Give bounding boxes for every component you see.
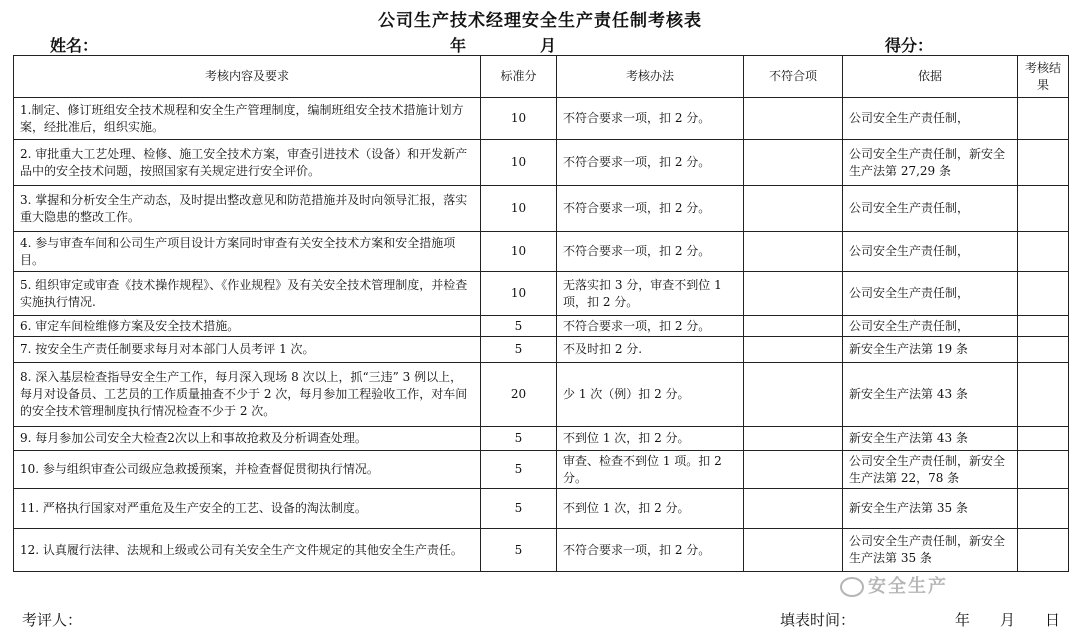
watermark-text: 安全生产 [868,576,948,597]
col-header-basis: 依据 [843,56,1018,98]
row-result [1018,427,1069,451]
row-content: 4. 参与审查车间和公司生产项目设计方案同时审查有关安全技术方案和安全措施项目。 [14,232,481,272]
table-row [14,316,1069,337]
col-header-method: 考核办法 [557,56,744,98]
row-content: 12. 认真履行法律、法规和上级或公司有关安全生产文件规定的其他安全生产责任。 [14,529,481,572]
row-result [1018,489,1069,529]
row-score: 5 [481,489,557,529]
table-row [14,427,1069,451]
month-label: 月 [540,36,557,55]
row-content: 1.制定、修订班组安全技术规程和安全生产管理制度，编制班组安全技术措施计划方案，经批准后，组织实施。 [14,98,481,140]
col-header-result: 考核结果 [1018,56,1069,98]
page-title: 公司生产技术经理安全生产责任制考核表 [378,11,702,31]
assessment-table [13,55,1069,572]
row-basis: 公司安全生产责任制， [843,232,1018,272]
table-row [14,529,1069,572]
row-result [1018,140,1069,186]
row-content: 3. 掌握和分析安全生产动态，及时提出整改意见和防范措施并及时向领导汇报，落实重大隐患的整改工作。 [14,186,481,232]
table-row [14,337,1069,363]
row-score: 5 [481,529,557,572]
row-result [1018,272,1069,316]
row-nonconform [744,489,843,529]
row-result [1018,363,1069,427]
row-score: 10 [481,140,557,186]
date-label: 填表时间： [780,611,856,629]
row-content: 5. 组织审定或审查《技术操作规程》、《作业规程》及有关安全技术管理制度，并检查实施执行情况. [14,272,481,316]
row-basis: 公司安全生产责任制， [843,186,1018,232]
row-method: 不符合要求一项，扣 2 分。 [557,140,744,186]
row-result [1018,337,1069,363]
row-score: 10 [481,186,557,232]
row-method: 不符合要求一项，扣 2 分。 [557,98,744,140]
year-label: 年 [450,36,467,55]
row-content: 7. 按安全生产责任制要求每月对本部门人员考评 1 次。 [14,337,481,363]
row-score: 5 [481,451,557,489]
table-row [14,451,1069,489]
table-row [14,363,1069,427]
row-result [1018,529,1069,572]
table-row [14,232,1069,272]
row-nonconform [744,272,843,316]
col-header-score: 标准分 [481,56,557,98]
row-result [1018,451,1069,489]
row-result [1018,186,1069,232]
row-nonconform [744,529,843,572]
row-method: 不到位 1 次，扣 2 分。 [557,489,744,529]
row-basis: 公司安全生产责任制，新安全生产法第 27,29 条 [843,140,1018,186]
row-method: 无落实扣 3 分，审查不到位 1 项，扣 2 分。 [557,272,744,316]
row-basis: 公司安全生产责任制， [843,272,1018,316]
row-nonconform [744,427,843,451]
table-row [14,272,1069,316]
table-header-row [14,56,1069,98]
table-row [14,140,1069,186]
date-month: 月 [1000,611,1016,629]
row-score: 10 [481,98,557,140]
row-basis: 新安全生产法第 19 条 [843,337,1018,363]
row-content: 10. 参与组织审查公司级应急救援预案，并检查督促贯彻执行情况。 [14,451,481,489]
row-nonconform [744,98,843,140]
row-content: 2. 审批重大工艺处理、检修、施工安全技术方案，审查引进技术（设备）和开发新产品中的安全技术问题，按照国家有关规定进行安全评价。 [14,140,481,186]
row-method: 审查、检查不到位 1 项。扣 2 分。 [557,451,744,489]
table-row [14,489,1069,529]
watermark [840,572,948,598]
row-method: 不及时扣 2 分. [557,337,744,363]
row-basis: 公司安全生产责任制， [843,316,1018,337]
row-content: 6. 审定车间检维修方案及安全技术措施。 [14,316,481,337]
row-score: 5 [481,316,557,337]
table-row [14,186,1069,232]
row-score: 10 [481,272,557,316]
assessor-label: 考评人： [22,611,83,629]
row-basis: 新安全生产法第 35 条 [843,489,1018,529]
col-header-nonconform: 不符合项 [744,56,843,98]
row-nonconform [744,186,843,232]
row-method: 少 1 次（例）扣 2 分。 [557,363,744,427]
score-label: 得分： [885,36,934,55]
row-score: 20 [481,363,557,427]
row-result [1018,98,1069,140]
row-nonconform [744,363,843,427]
date-day: 日 [1045,611,1061,629]
wechat-icon [840,577,864,597]
row-basis: 公司安全生产责任制，新安全生产法第 35 条 [843,529,1018,572]
row-score: 5 [481,337,557,363]
row-basis: 公司安全生产责任制， [843,98,1018,140]
name-label: 姓名： [50,36,99,55]
table-row [14,98,1069,140]
row-result [1018,316,1069,337]
row-result [1018,232,1069,272]
row-nonconform [744,451,843,489]
row-method: 不符合要求一项，扣 2 分。 [557,186,744,232]
row-score: 10 [481,232,557,272]
row-method: 不到位 1 次，扣 2 分。 [557,427,744,451]
row-nonconform [744,316,843,337]
col-header-content: 考核内容及要求 [14,56,481,98]
row-nonconform [744,140,843,186]
row-basis: 公司安全生产责任制，新安全生产法第 22，78 条 [843,451,1018,489]
row-basis: 新安全生产法第 43 条 [843,427,1018,451]
row-nonconform [744,337,843,363]
row-content: 9. 每月参加公司安全大检查2次以上和事故抢救及分析调查处理。 [14,427,481,451]
row-score: 5 [481,427,557,451]
row-basis: 新安全生产法第 43 条 [843,363,1018,427]
row-nonconform [744,232,843,272]
row-content: 11. 严格执行国家对严重危及生产安全的工艺、设备的淘汰制度。 [14,489,481,529]
row-method: 不符合要求一项，扣 2 分。 [557,232,744,272]
row-method: 不符合要求一项，扣 2 分。 [557,316,744,337]
date-year: 年 [955,611,971,629]
row-content: 8. 深入基层检查指导安全生产工作，每月深入现场 8 次以上，抓“三违” 3 例以上，每月对设备员、工艺员的工作质量抽查不少于 2 次，每月参加工程验收工作，对车间的安全技术管理制度执行情况检查不少于 2 次。 [14,363,481,427]
row-method: 不符合要求一项，扣 2 分。 [557,529,744,572]
